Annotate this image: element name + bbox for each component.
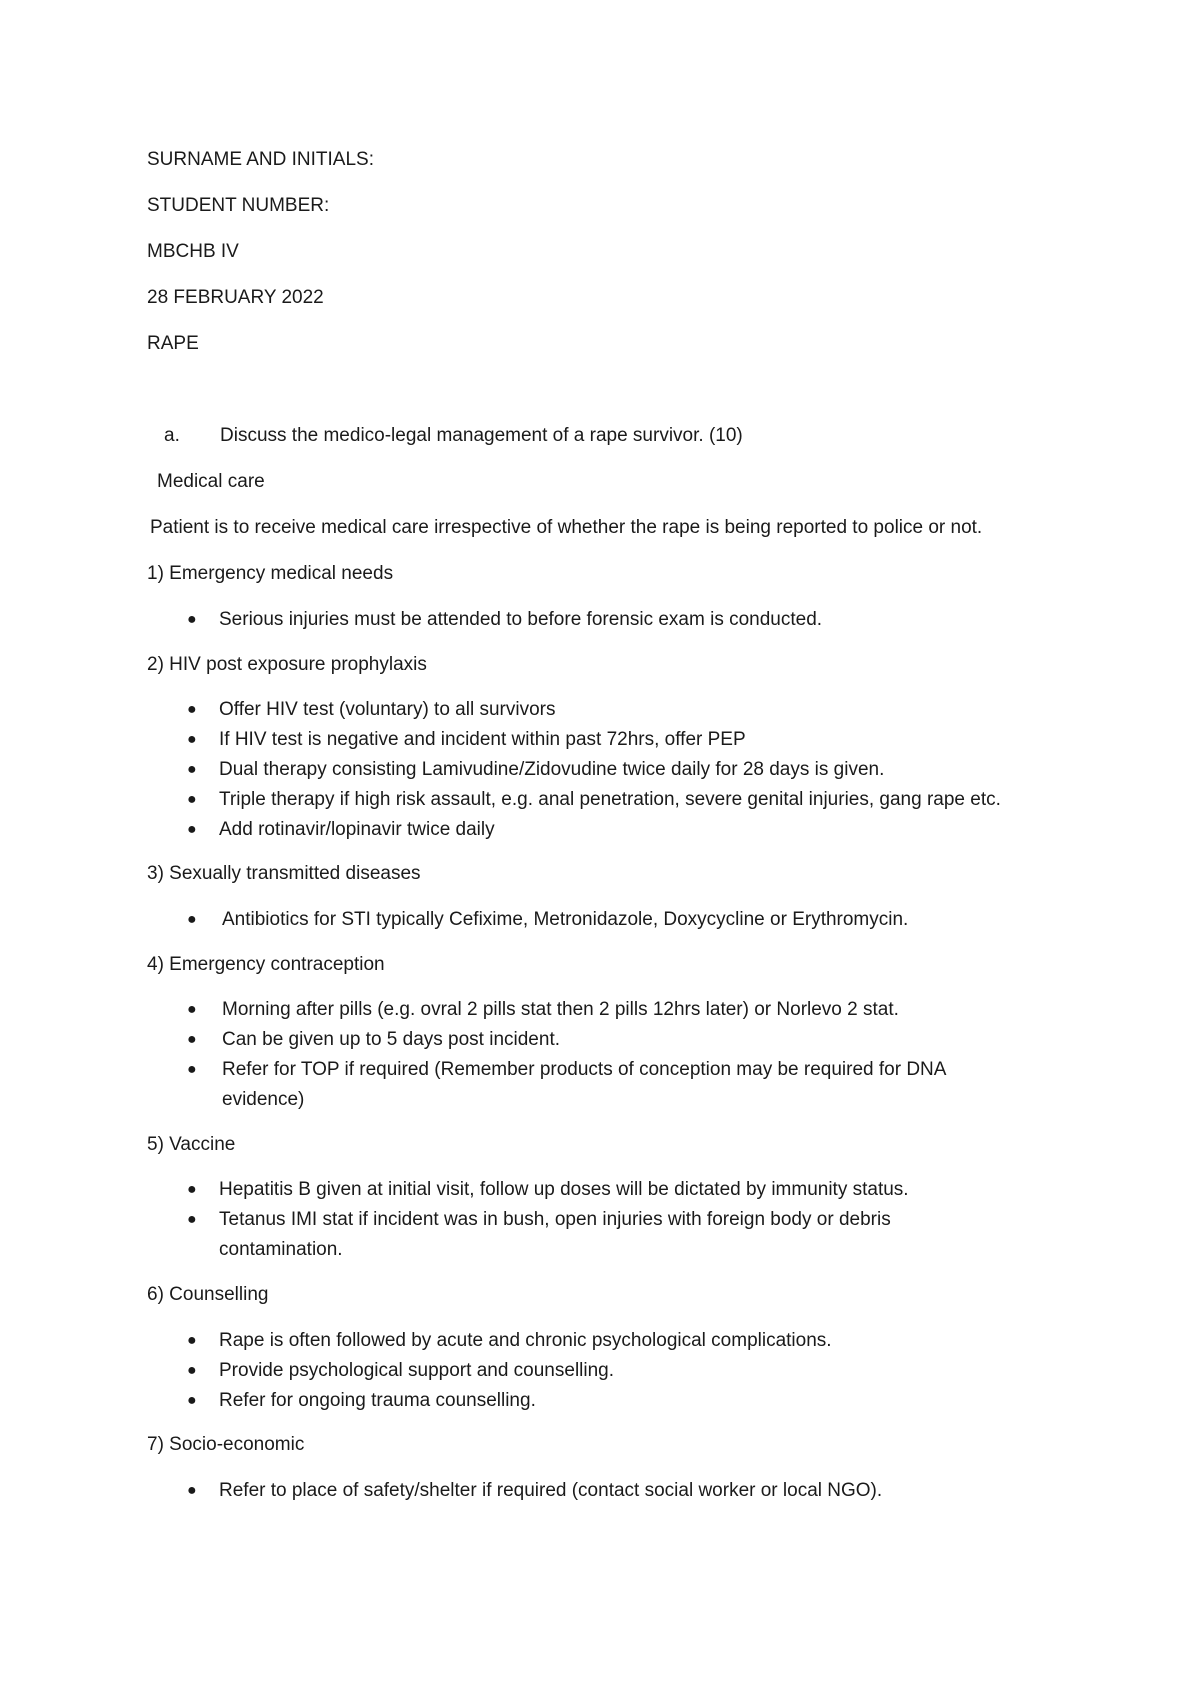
list-item: ● Triple therapy if high risk assault, e.g. anal penetration, severe genital injuries, gang rape etc.: [187, 785, 1087, 815]
bullet-icon: ●: [187, 1332, 197, 1349]
surname-label: SURNAME AND INITIALS:: [147, 149, 374, 170]
section-heading: 6) Counselling: [147, 1284, 269, 1305]
bullet-icon: ●: [187, 761, 197, 778]
bullet-icon: ●: [187, 731, 197, 748]
bullet-icon: ●: [187, 791, 197, 808]
list-item: ● Morning after pills (e.g. ovral 2 pills stat then 2 pills 12hrs later) or Norlevo 2 stat.: [187, 995, 1087, 1025]
list-item: ● Add rotinavir/lopinavir twice daily: [187, 815, 1087, 845]
section-heading: 3) Sexually transmitted diseases: [147, 863, 421, 884]
bullet-icon: ●: [187, 1181, 197, 1198]
list-item: ● Hepatitis B given at initial visit, follow up doses will be dictated by immunity status.: [187, 1175, 1087, 1205]
bullet-icon: ●: [187, 611, 197, 628]
list-item: ● Rape is often followed by acute and chronic psychological complications.: [187, 1326, 1087, 1356]
bullet-icon: ●: [187, 1392, 197, 1409]
bullet-icon: ●: [187, 1001, 197, 1018]
list-item: ● Tetanus IMI stat if incident was in bush, open injuries with foreign body or debris contamination.: [187, 1205, 1017, 1265]
topic-title: RAPE: [147, 333, 199, 354]
bullet-icon: ●: [187, 911, 197, 928]
list-item: ● Dual therapy consisting Lamivudine/Zidovudine twice daily for 28 days is given.: [187, 755, 1087, 785]
bullet-icon: ●: [187, 821, 197, 838]
section-heading: 5) Vaccine: [147, 1134, 236, 1155]
bullet-icon: ●: [187, 1211, 197, 1228]
bullet-icon: ●: [187, 1031, 197, 1048]
list-item: ● Refer for ongoing trauma counselling.: [187, 1386, 1087, 1416]
bullet-icon: ●: [187, 1482, 197, 1499]
list-item: ● Serious injuries must be attended to before forensic exam is conducted.: [187, 605, 1087, 635]
bullet-icon: ●: [187, 1061, 197, 1078]
bullet-icon: ●: [187, 1362, 197, 1379]
question-a: [164, 424, 743, 448]
section-heading: 4) Emergency contraception: [147, 954, 385, 975]
list-item: ● Can be given up to 5 days post incident.: [187, 1025, 1087, 1055]
medical-care-heading: Medical care: [157, 471, 265, 492]
medical-care-intro: Patient is to receive medical care irrespective of whether the rape is being reported to police or not.: [150, 517, 983, 538]
bullet-icon: ●: [187, 701, 197, 718]
course-label: MBCHB IV: [147, 241, 239, 262]
list-item: ● Refer for TOP if required (Remember products of conception may be required for DNA evidence): [187, 1055, 1017, 1115]
student-number-label: STUDENT NUMBER:: [147, 195, 330, 216]
section-heading: 7) Socio-economic: [147, 1434, 305, 1455]
list-item: ● Offer HIV test (voluntary) to all survivors: [187, 695, 1087, 725]
section-heading: 2) HIV post exposure prophylaxis: [147, 654, 427, 675]
list-item: ● If HIV test is negative and incident within past 72hrs, offer PEP: [187, 725, 1087, 755]
list-item: ● Provide psychological support and counselling.: [187, 1356, 1087, 1386]
section-heading: 1) Emergency medical needs: [147, 563, 394, 584]
list-item: ● Refer to place of safety/shelter if required (contact social worker or local NGO).: [187, 1476, 1087, 1506]
question-marker: a.: [164, 425, 180, 446]
question-text: Discuss the medico-legal management of a rape survivor. (10): [220, 425, 743, 446]
list-item: ● Antibiotics for STI typically Cefixime, Metronidazole, Doxycycline or Erythromycin.: [187, 905, 1087, 935]
date-label: 28 FEBRUARY 2022: [147, 287, 324, 308]
